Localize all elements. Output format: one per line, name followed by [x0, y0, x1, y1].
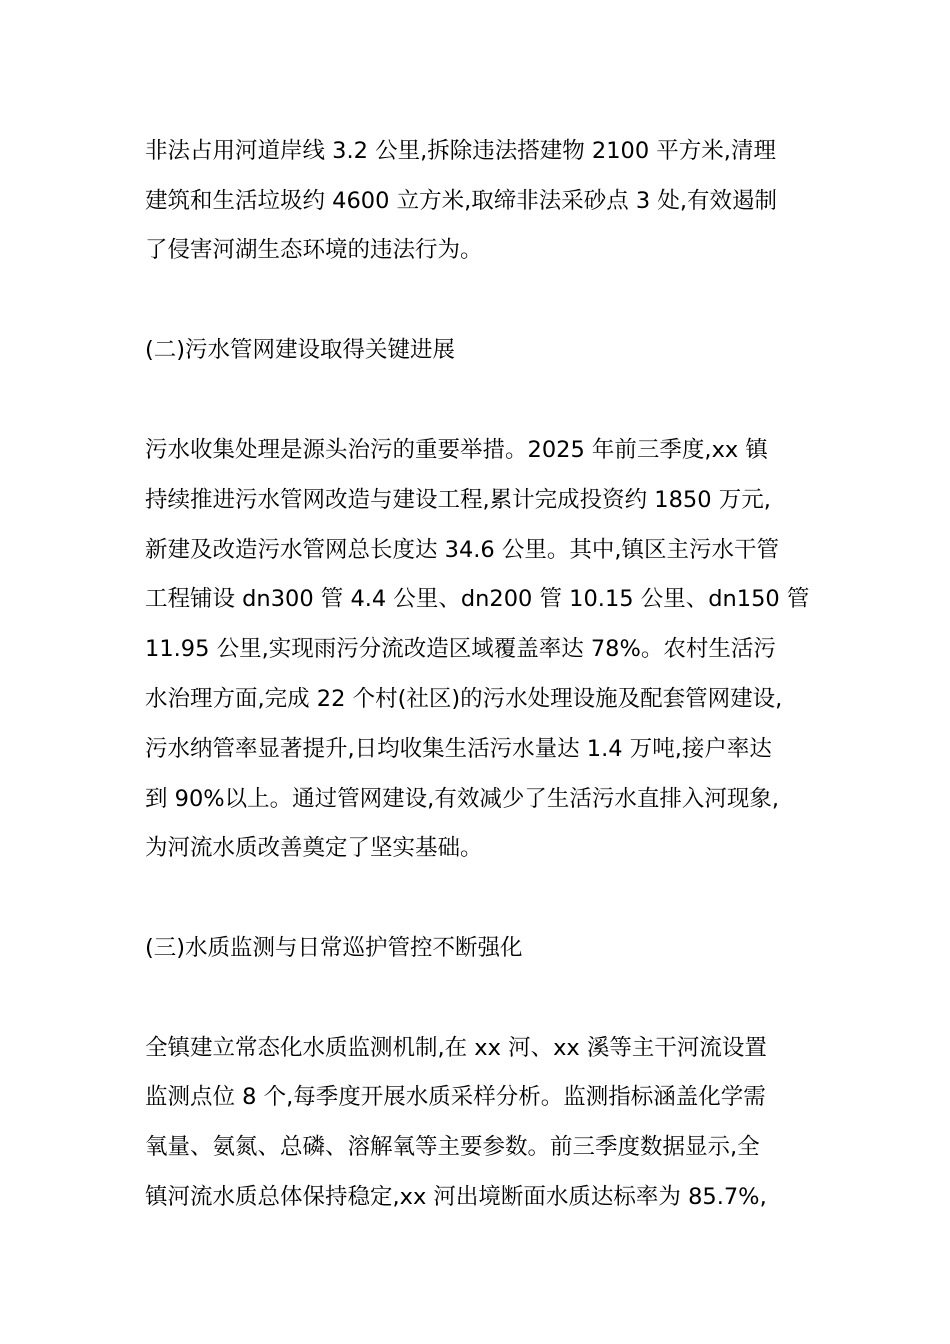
paragraph-line: 镇河流水质总体保持稳定,xx 河出境断面水质达标率为 85.7%, [145, 1184, 767, 1210]
paragraph-line: 11.95 公里,实现雨污分流改造区域覆盖率达 78%。农村生活污 [145, 636, 776, 662]
paragraph-line: 新建及改造污水管网总长度达 34.6 公里。其中,镇区主污水干管 [145, 537, 780, 563]
paragraph-line: 污水收集处理是源头治污的重要举措。2025 年前三季度,xx 镇 [145, 437, 768, 463]
paragraph-line: 污水纳管率显著提升,日均收集生活污水量达 1.4 万吨,接户率达 [145, 736, 772, 762]
paragraph-line: 到 90%以上。通过管网建设,有效减少了生活污水直排入河现象, [145, 786, 779, 812]
paragraph-line: 水治理方面,完成 22 个村(社区)的污水处理设施及配套管网建设, [145, 686, 783, 712]
paragraph-line: 了侵害河湖生态环境的违法行为。 [145, 237, 483, 263]
paragraph-line: 监测点位 8 个,每季度开展水质采样分析。监测指标涵盖化学需 [145, 1084, 766, 1110]
paragraph-line: 氧量、氨氮、总磷、溶解氧等主要参数。前三季度数据显示,全 [145, 1134, 760, 1160]
paragraph-line: 为河流水质改善奠定了坚实基础。 [145, 835, 483, 861]
paragraph-line: 非法占用河道岸线 3.2 公里,拆除违法搭建物 2100 平方米,清理 [145, 138, 776, 164]
paragraph-line: 全镇建立常态化水质监测机制,在 xx 河、xx 溪等主干河流设置 [145, 1035, 767, 1061]
paragraph-line: 工程铺设 dn300 管 4.4 公里、dn200 管 10.15 公里、dn150 管 [145, 586, 810, 612]
section-heading: (二)污水管网建设取得关键进展 [145, 337, 456, 363]
paragraph-line: 建筑和生活垃圾约 4600 立方米,取缔非法采砂点 3 处,有效遏制 [145, 188, 777, 214]
section-heading: (三)水质监测与日常巡护管控不断强化 [145, 935, 523, 961]
paragraph-line: 持续推进污水管网改造与建设工程,累计完成投资约 1850 万元, [145, 487, 771, 513]
